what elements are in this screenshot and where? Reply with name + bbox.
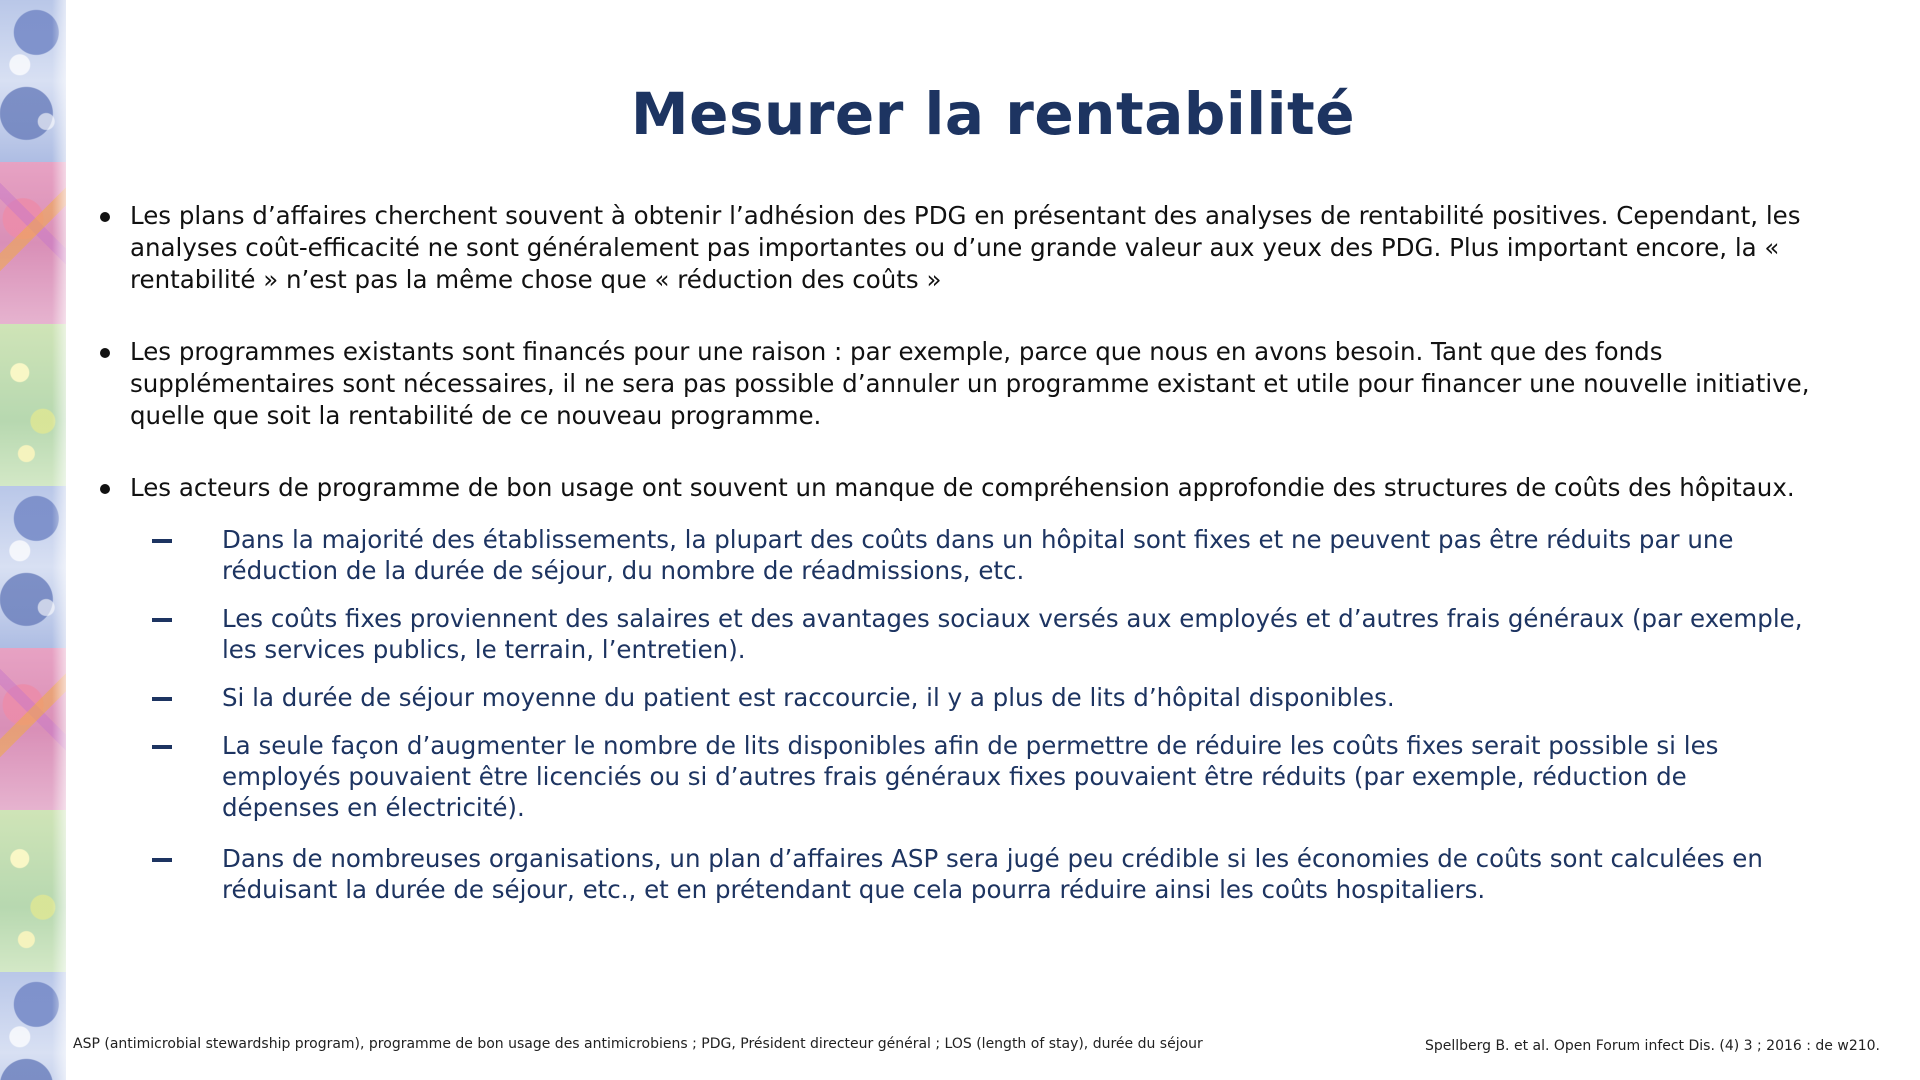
sub-bullet-text: Si la durée de séjour moyenne du patient est raccourcie, il y a plus de lits d’hôpital disponibles. [222,683,1395,712]
bullet-dot [100,348,110,358]
footer-abbreviations: ASP (antimicrobial stewardship program), programme de bon usage des antimicrobiens ; PDG, Président directeur général ; LOS (length of stay), durée du séjour [73,1036,1203,1052]
sub-bullet-item [222,524,1806,586]
slide-title: Mesurer la rentabilité [630,80,1356,148]
sub-bullet-text: Les coûts fixes proviennent des salaires et des avantages sociaux versés aux employés et d’autres frais généraux (par exemple, les services publics, le terrain, l’entretien). [222,604,1803,664]
bullet-item [96,336,1816,432]
bullet-text: Les programmes existants sont financés pour une raison : par exemple, parce que nous en avons besoin. Tant que des fonds supplémentaires sont nécessaires, il ne sera pas possible d’annuler un programme existant et utile pour financer une nouvelle initiative, quelle que soit la rentabilité de ce nouveau programme. [130,337,1810,430]
dash-marker [152,539,172,543]
decorative-side-strip [0,0,66,1080]
bullet-dot [100,484,110,494]
strip-fade [52,0,66,1080]
sub-bullet-item [222,730,1806,823]
sub-bullet-text: Dans la majorité des établissements, la plupart des coûts dans un hôpital sont fixes et ne peuvent pas être réduits par une réduction de la durée de séjour, du nombre de réadmissions, etc. [222,525,1734,585]
sub-bullet-item [222,682,1806,713]
sub-bullet-text: Dans de nombreuses organisations, un plan d’affaires ASP sera jugé peu crédible si les économies de coûts sont calculées en réduisant la durée de séjour, etc., et en prétendant que cela pourra réduire ainsi les coûts hospitaliers. [222,844,1763,904]
dash-marker [152,745,172,749]
bullet-text: Les plans d’affaires cherchent souvent à obtenir l’adhésion des PDG en présentant des analyses de rentabilité positives. Cependant, les analyses coût-efficacité ne sont généralement pas importantes ou d’une grande valeur aux yeux des PDG. Plus important encore, la « rentabilité » n’est pas la même chose que « réduction des coûts » [130,201,1801,294]
bullet-item [96,472,1816,504]
sub-bullet-text: La seule façon d’augmenter le nombre de lits disponibles afin de permettre de réduire les coûts fixes serait possible si les employés pouvaient être licenciés ou si d’autres frais généraux fixes pouvaient être réduits (par exemple, réduction de dépenses en électricité). [222,731,1719,822]
sub-bullet-item [222,843,1806,905]
sub-bullet-list [96,524,1816,905]
dash-marker [152,618,172,622]
slide-body [96,200,1816,922]
bullet-dot [100,212,110,222]
dash-marker [152,858,172,862]
bullet-item [96,200,1816,296]
dash-marker [152,697,172,701]
sub-bullet-item [222,603,1806,665]
footer-reference: Spellberg B. et al. Open Forum infect Dis. (4) 3 ; 2016 : de w210. [1424,1038,1880,1054]
bullet-text: Les acteurs de programme de bon usage ont souvent un manque de compréhension approfondie des structures de coûts des hôpitaux. [130,473,1795,502]
